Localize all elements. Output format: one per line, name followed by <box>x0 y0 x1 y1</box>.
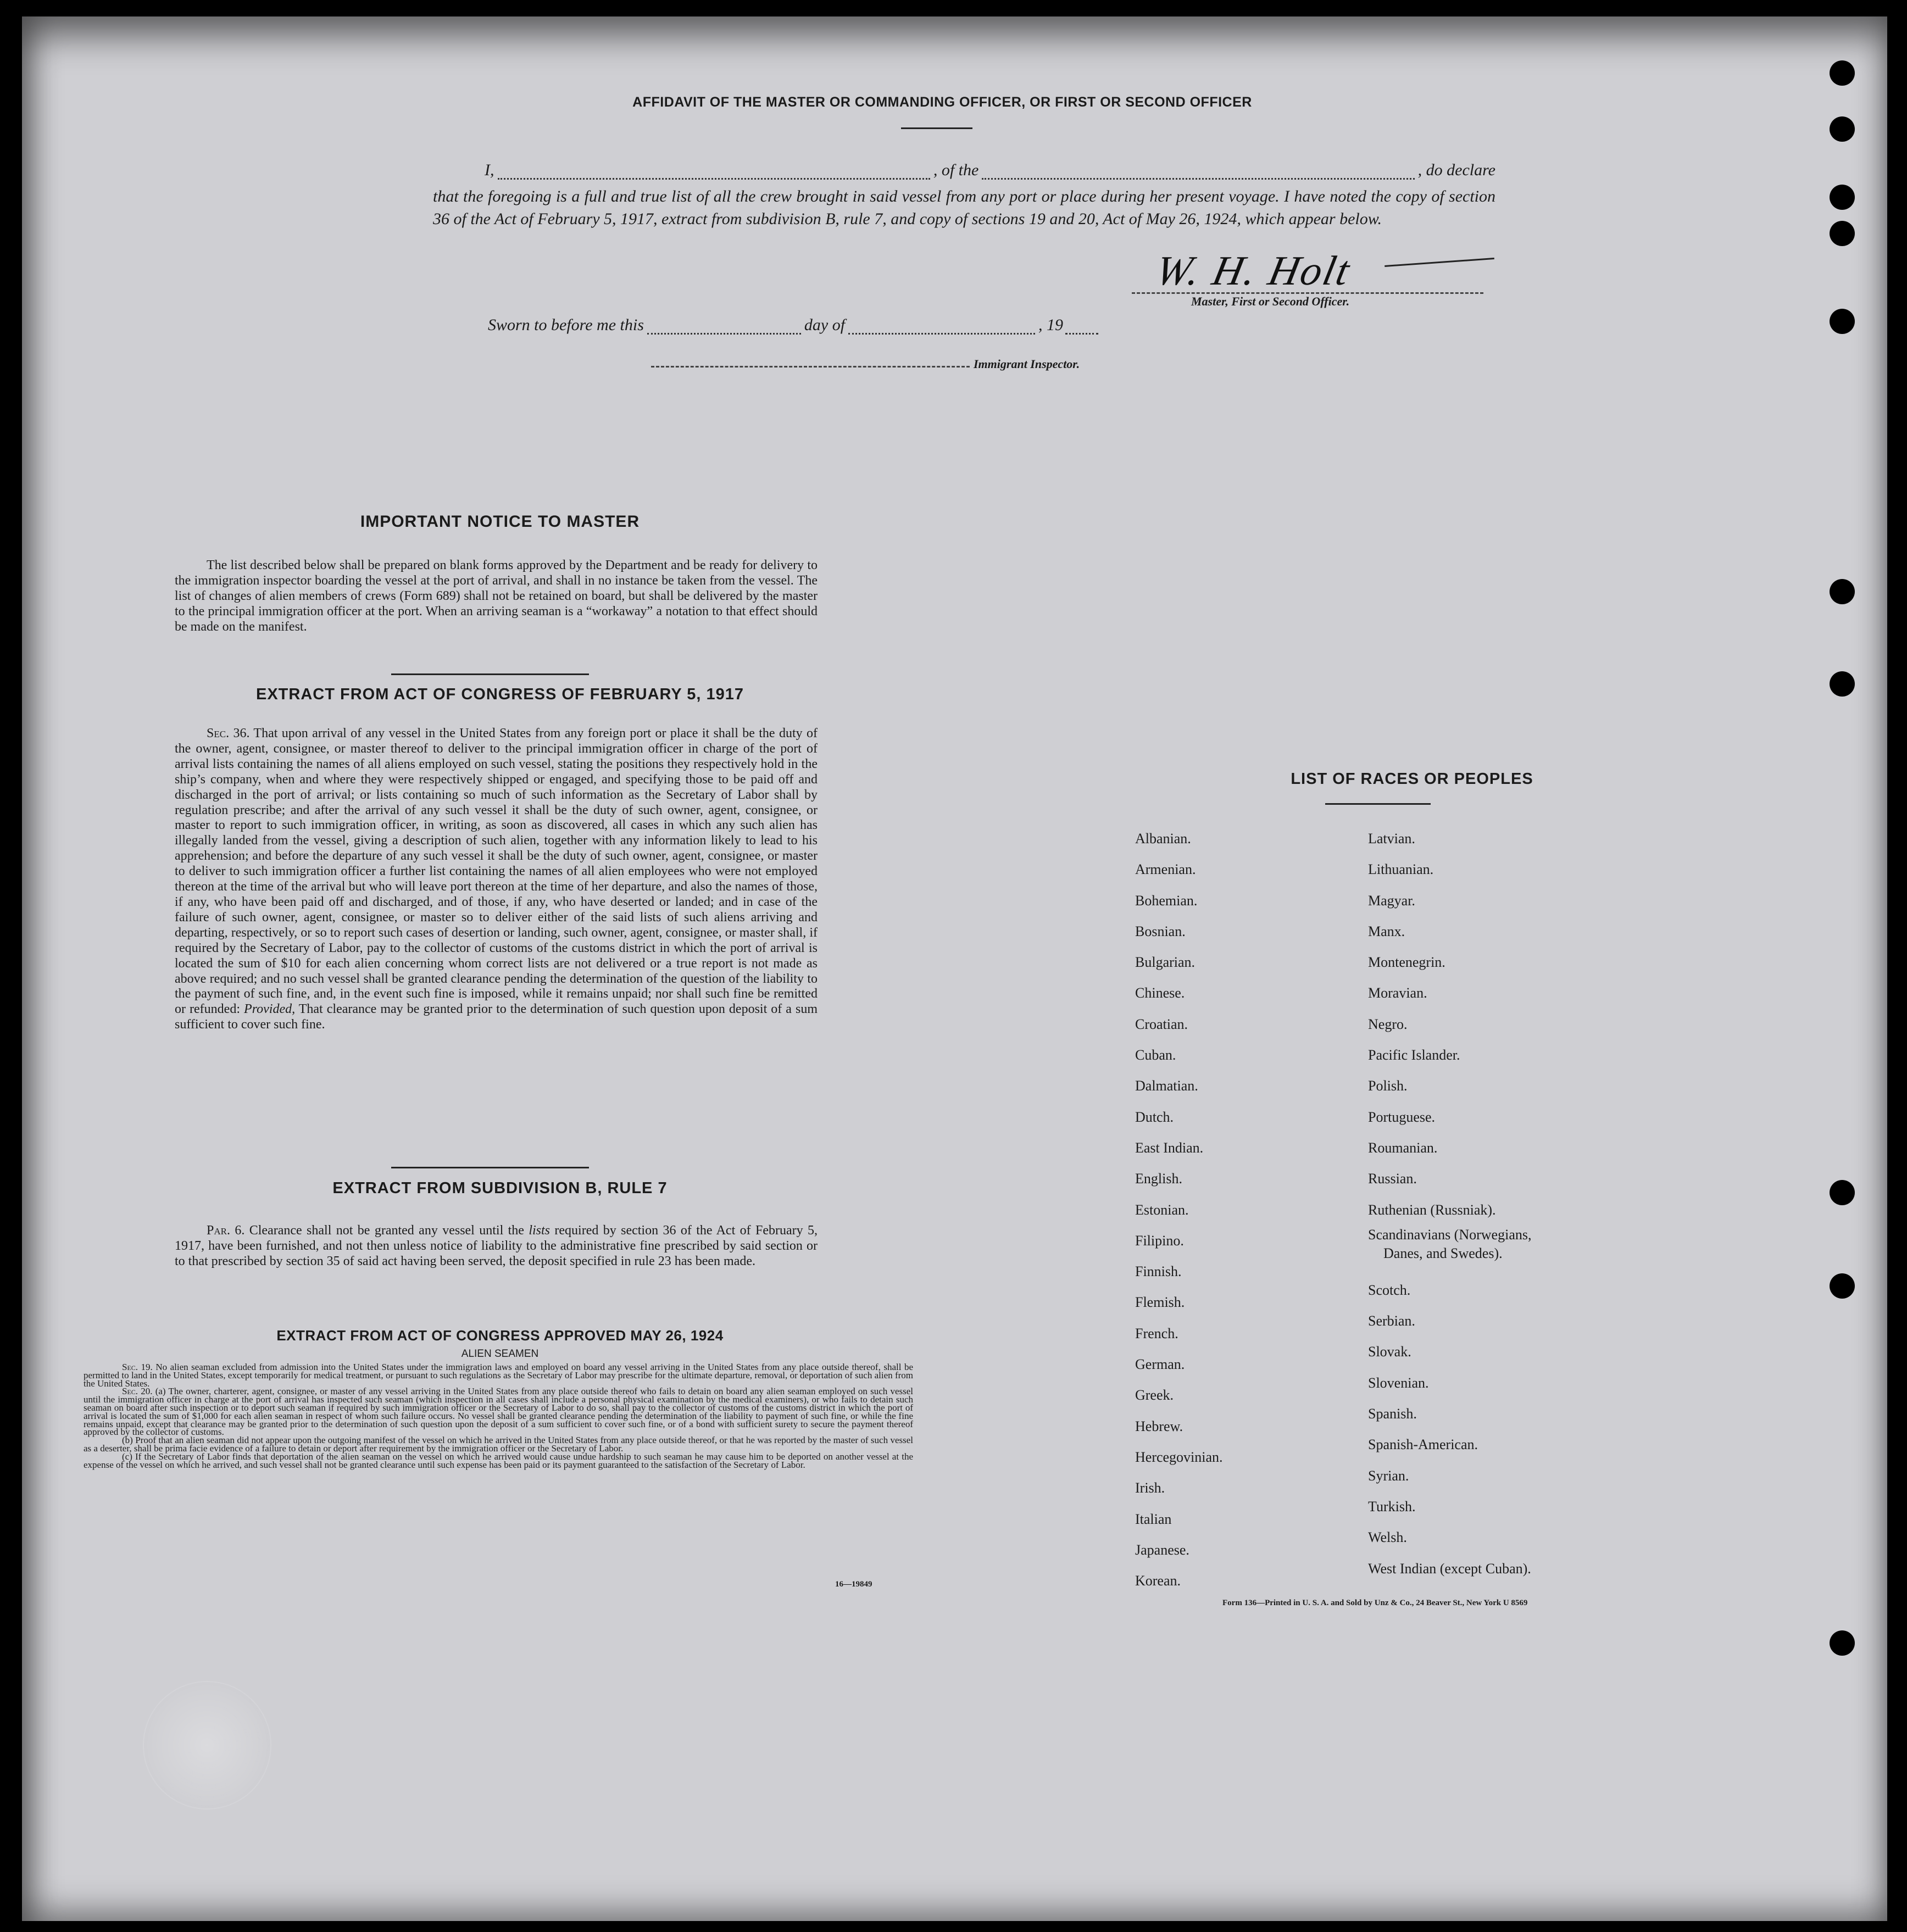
race-item: Syrian. <box>1368 1467 1409 1484</box>
binder-hole <box>1830 60 1855 86</box>
vessel-name-field[interactable] <box>982 164 1414 180</box>
race-item: Negro. <box>1368 1016 1408 1032</box>
race-item: East Indian. <box>1135 1139 1204 1156</box>
race-item: Bulgarian. <box>1135 954 1196 971</box>
race-item: German. <box>1135 1356 1185 1373</box>
signature-flourish <box>1385 258 1494 267</box>
race-item: Latvian. <box>1368 831 1415 847</box>
race-item: Dutch. <box>1135 1109 1174 1125</box>
sworn-day-field[interactable] <box>647 319 801 335</box>
race-item: Cuban. <box>1135 1047 1176 1064</box>
race-item: Armenian. <box>1135 861 1196 878</box>
sec-36-text-end: That clearance may be granted prior to the determination of such question upon deposit of a sum sufficient to cover such fine. <box>175 1002 818 1032</box>
binder-hole <box>1830 1180 1855 1205</box>
race-item: English. <box>1135 1171 1182 1187</box>
master-name-field[interactable] <box>498 164 930 180</box>
races-left-column <box>1135 823 1344 1596</box>
sec-20b-paragraph: (b) Proof that an alien seaman did not appear upon the outgoing manifest of the vessel on which he arrived in the United States from any place outside thereof, or that he was reported by the master of such vessel as a deserter, shall be prima facie evidence of a failure to detain or deport after requirement by the immigration officer or the Secretary of Labor. <box>84 1435 913 1454</box>
race-item: Spanish-American. <box>1368 1437 1478 1453</box>
affidavit-title: AFFIDAVIT OF THE MASTER OR COMMANDING OFFICER, OR FIRST OR SECOND OFFICER <box>632 94 1252 110</box>
master-signature: W. H. Holt <box>1152 248 1355 294</box>
sworn-line <box>488 316 1180 335</box>
signature-caption: Master, First or Second Officer. <box>1191 294 1350 308</box>
affidavit-i-label: I, <box>485 161 494 179</box>
race-item: Scandinavians (Norwegians, <box>1368 1226 1532 1243</box>
race-item: Slovenian. <box>1368 1374 1429 1391</box>
race-item: Welsh. <box>1368 1529 1407 1546</box>
race-item: Slovak. <box>1368 1344 1411 1360</box>
race-item: Moravian. <box>1368 985 1427 1001</box>
extract-1924-body <box>84 1363 913 1469</box>
sec-36-label: Sec. 36. <box>207 726 250 740</box>
race-item: Manx. <box>1368 923 1405 939</box>
rule-7-body <box>175 1223 818 1269</box>
races-title: LIST OF RACES OR PEOPLES <box>1291 770 1533 788</box>
extract-1917-body <box>175 726 818 1033</box>
alien-seamen-subtitle: ALIEN SEAMEN <box>461 1348 539 1360</box>
race-item: Ruthenian (Russniak). <box>1368 1201 1496 1218</box>
notice-body <box>175 558 818 634</box>
notice-title: IMPORTANT NOTICE TO MASTER <box>360 513 640 531</box>
race-item: Hercegovinian. <box>1135 1449 1223 1465</box>
extract-1917-title: EXTRACT FROM ACT OF CONGRESS OF FEBRUARY 5, 1917 <box>255 686 744 703</box>
sec-19-paragraph <box>84 1363 913 1388</box>
binder-hole <box>1830 1273 1855 1299</box>
race-item: Pacific Islander. <box>1368 1047 1460 1064</box>
race-item: Dalmatian. <box>1135 1078 1198 1094</box>
race-item: Scotch. <box>1368 1282 1411 1298</box>
race-item: Greek. <box>1135 1387 1174 1404</box>
year-label: , 19 <box>1038 316 1064 334</box>
race-item: Albanian. <box>1135 831 1191 847</box>
affidavit-body: that the foregoing is a full and true list of all the crew brought in said vessel from any port or place during her present voyage. I have noted the copy of section 36 of the Act of February 5, 1917, extract from subdivision B, rule 7, and copy of sections 19 and 20, Act of May 26, 1924, which appear below. <box>433 187 1495 228</box>
race-item: Lithuanian. <box>1368 861 1434 878</box>
affidavit-declaration-line <box>485 161 1495 180</box>
sec-20-label: Sec. 20. <box>122 1386 153 1397</box>
sec-20a-text: (a) The owner, charterer, agent, consignee, or master of any vessel arriving in the United States from any place outside thereof who fails to detain on board any alien seaman employed on such vessel until the immigration officer in charge at the port of arrival has inspected such seaman (which inspection in all cases shall include a personal physical examination by the medical examiners), or who fails to detain such seaman on board after such inspection or to deport such seaman if required by such immigration officer or the Secretary of Labor to do so, shall pay to the collector of customs of the customs district in which the port of arrival is located the sum of $1,000 for each alien seaman in respect of whom such failure occurs. No vessel shall be granted clearance pending the determination of the liability to payment of such fine, or while the fine remains unpaid, except that clearance may be granted prior to the determination of such question upon the deposit of a sum sufficient to cover such fine, or of a bond with sufficient surety to secure the payment thereof approved by the collector of customs. <box>84 1386 913 1438</box>
sec-19-label: Sec. 19. <box>122 1362 153 1372</box>
race-item: Portuguese. <box>1368 1109 1436 1125</box>
binder-hole <box>1830 185 1855 210</box>
race-item: Chinese. <box>1135 985 1185 1001</box>
sworn-label: Sworn to before me this <box>488 316 644 334</box>
race-item: Flemish. <box>1135 1294 1185 1311</box>
race-item: Serbian. <box>1368 1313 1415 1329</box>
race-item: Bohemian. <box>1135 892 1198 909</box>
race-item: French. <box>1135 1325 1178 1341</box>
race-item: Estonian. <box>1135 1201 1189 1218</box>
race-item: Korean. <box>1135 1573 1181 1589</box>
sec-20a-paragraph <box>84 1388 913 1437</box>
day-of-label: day of <box>804 316 846 334</box>
race-item: Japanese. <box>1135 1541 1189 1558</box>
race-item: Polish. <box>1368 1078 1408 1094</box>
race-item: Croatian. <box>1135 1016 1188 1032</box>
races-right-column <box>1368 823 1599 1584</box>
race-item: Turkish. <box>1368 1498 1416 1515</box>
document-page <box>22 16 1887 1921</box>
par-6-text-b: required by section 36 of the Act of February 5, 1917, have been furnished, and not then unless notice of liability to the administrative fine prescribed by said section or to that prescribed by section 35 of said act having been served, the deposit specified in rule 23 has been made. <box>175 1223 818 1268</box>
affidavit-declare-label: , do declare <box>1417 161 1495 179</box>
notice-divider <box>391 673 589 675</box>
race-item: Russian. <box>1368 1171 1417 1187</box>
extract-1924-title: EXTRACT FROM ACT OF CONGRESS APPROVED MAY 26, 1924 <box>276 1327 724 1344</box>
par-6-text-a: Clearance shall not be granted any vessel until the <box>249 1223 524 1238</box>
races-divider <box>1325 803 1431 805</box>
race-item: Roumanian. <box>1368 1139 1438 1156</box>
extract-1917-divider <box>391 1167 589 1168</box>
race-item: Danes, and Swedes). <box>1383 1245 1503 1261</box>
sec-19-text: No alien seaman excluded from admission into the United States under the immigration laws and employed on board any vessel arriving in the United States from any place outside thereof, shall be permitted to land in the United States, except temporarily for medical treatment, or pursuant to such regulations as the Secretary of Labor may prescribe for the ultimate departure, removal, or deportation of such alien from the United States. <box>84 1362 914 1389</box>
binder-hole <box>1830 116 1855 142</box>
race-item: Spanish. <box>1368 1406 1417 1422</box>
form-code: 16—19849 <box>835 1580 872 1589</box>
affidavit-divider <box>901 127 972 129</box>
race-item: Irish. <box>1135 1480 1165 1496</box>
sworn-year-field[interactable] <box>1065 319 1098 335</box>
race-item: Italian <box>1135 1511 1172 1527</box>
binder-hole <box>1830 221 1855 246</box>
race-item: Filipino. <box>1135 1232 1184 1249</box>
binder-hole <box>1830 579 1855 604</box>
lists-word: lists <box>529 1223 551 1238</box>
provided-word: Provided, <box>244 1002 296 1017</box>
race-item: Magyar. <box>1368 892 1415 909</box>
sworn-month-field[interactable] <box>848 319 1035 335</box>
race-item: Bosnian. <box>1135 923 1186 939</box>
sec-20c-paragraph: (c) If the Secretary of Labor finds that deportation of the alien seaman on the vessel on which he arrived would cause undue hardship to such seaman he may cause him to be deported on another vessel at the expense of the vessel on which he arrived, and such vessel shall not be granted clearance until such expense has been paid or its payment guaranteed to the satisfaction of the Secretary of Labor. <box>84 1451 913 1470</box>
inspector-line <box>651 366 970 368</box>
race-item: Montenegrin. <box>1368 954 1445 971</box>
binder-hole <box>1830 309 1855 334</box>
inspector-caption: Immigrant Inspector. <box>974 357 1080 371</box>
sec-36-text: That upon arrival of any vessel in the United States from any foreign port or place it shall be the duty of the owner, agent, consignee, or master thereof to deliver to the principal immigration officer in charge of the port of arrival lists containing the names of all aliens employed on such vessel, stating the positions they respectively hold in the ship’s company, when and where they were respectively shipped or engaged, and specifying those to be paid off and discharged in the port of arrival; or lists containing so much of such information as the Secretary of Labor shall by regulation prescribe; and after the arrival of any such vessel it shall be the duty of such owner, agent, consignee, or master to report to such immigration officer, in writing, as soon as discovered, all cases in which any such alien has illegally landed from the vessel, giving a description of such alien, together with any information likely to lead to his apprehension; and before the departure of any such vessel it shall be the duty of such owner, agent, consignee, or master to deliver to such immigration officer a further list containing the names of all alien employees who were not employed thereon at the time of the arrival but who will leave port thereon at the time of her departure, and also the names of those, if any, who have been paid off and discharged, and of those, if any, who have deserted or landed; and in case of the failure of such owner, agent, consignee, or master so to deliver either of the said lists of such aliens arriving and departing, respectively, or so to report such cases of desertion or landing, such owner, agent, consignee, or master shall, if required by the Secretary of Labor, pay to the collector of customs of the customs district in which the port of arrival is located the sum of $10 for each alien concerning whom correct lists are not delivered or a true report is not made as above required; and no such vessel shall be granted clearance pending the determination of the question of the liability to the payment of such fine, and, in the event such fine is imposed, while it remains unpaid; nor shall such fine be remitted or refunded: <box>175 726 818 1017</box>
race-item: Hebrew. <box>1135 1418 1183 1434</box>
notice-text: The list described below shall be prepared on blank forms approved by the Department and be ready for delivery to the immigration inspector boarding the vessel at the port of arrival, and shall in no instance be taken from the vessel. The list of changes of alien members of crews (Form 689) shall not be retained on board, but shall be delivered by the master to the principal immigration officer at the port. When an arriving seaman is a “workaway” a notation to that effect should be made on the manifest. <box>175 558 818 634</box>
binder-hole <box>1830 671 1855 697</box>
rule-7-title: EXTRACT FROM SUBDIVISION B, RULE 7 <box>332 1179 668 1197</box>
printer-imprint: Form 136—Printed in U. S. A. and Sold by Unz & Co., 24 Beaver St., New York U 8569 <box>1222 1599 1528 1607</box>
binder-hole <box>1830 1630 1855 1656</box>
race-item: West Indian (except Cuban). <box>1368 1560 1531 1577</box>
race-item: Finnish. <box>1135 1263 1182 1280</box>
embossed-seal <box>143 1681 271 1809</box>
affidavit-of-the-label: , of the <box>933 161 979 179</box>
par-6-label: Par. 6. <box>207 1223 245 1238</box>
